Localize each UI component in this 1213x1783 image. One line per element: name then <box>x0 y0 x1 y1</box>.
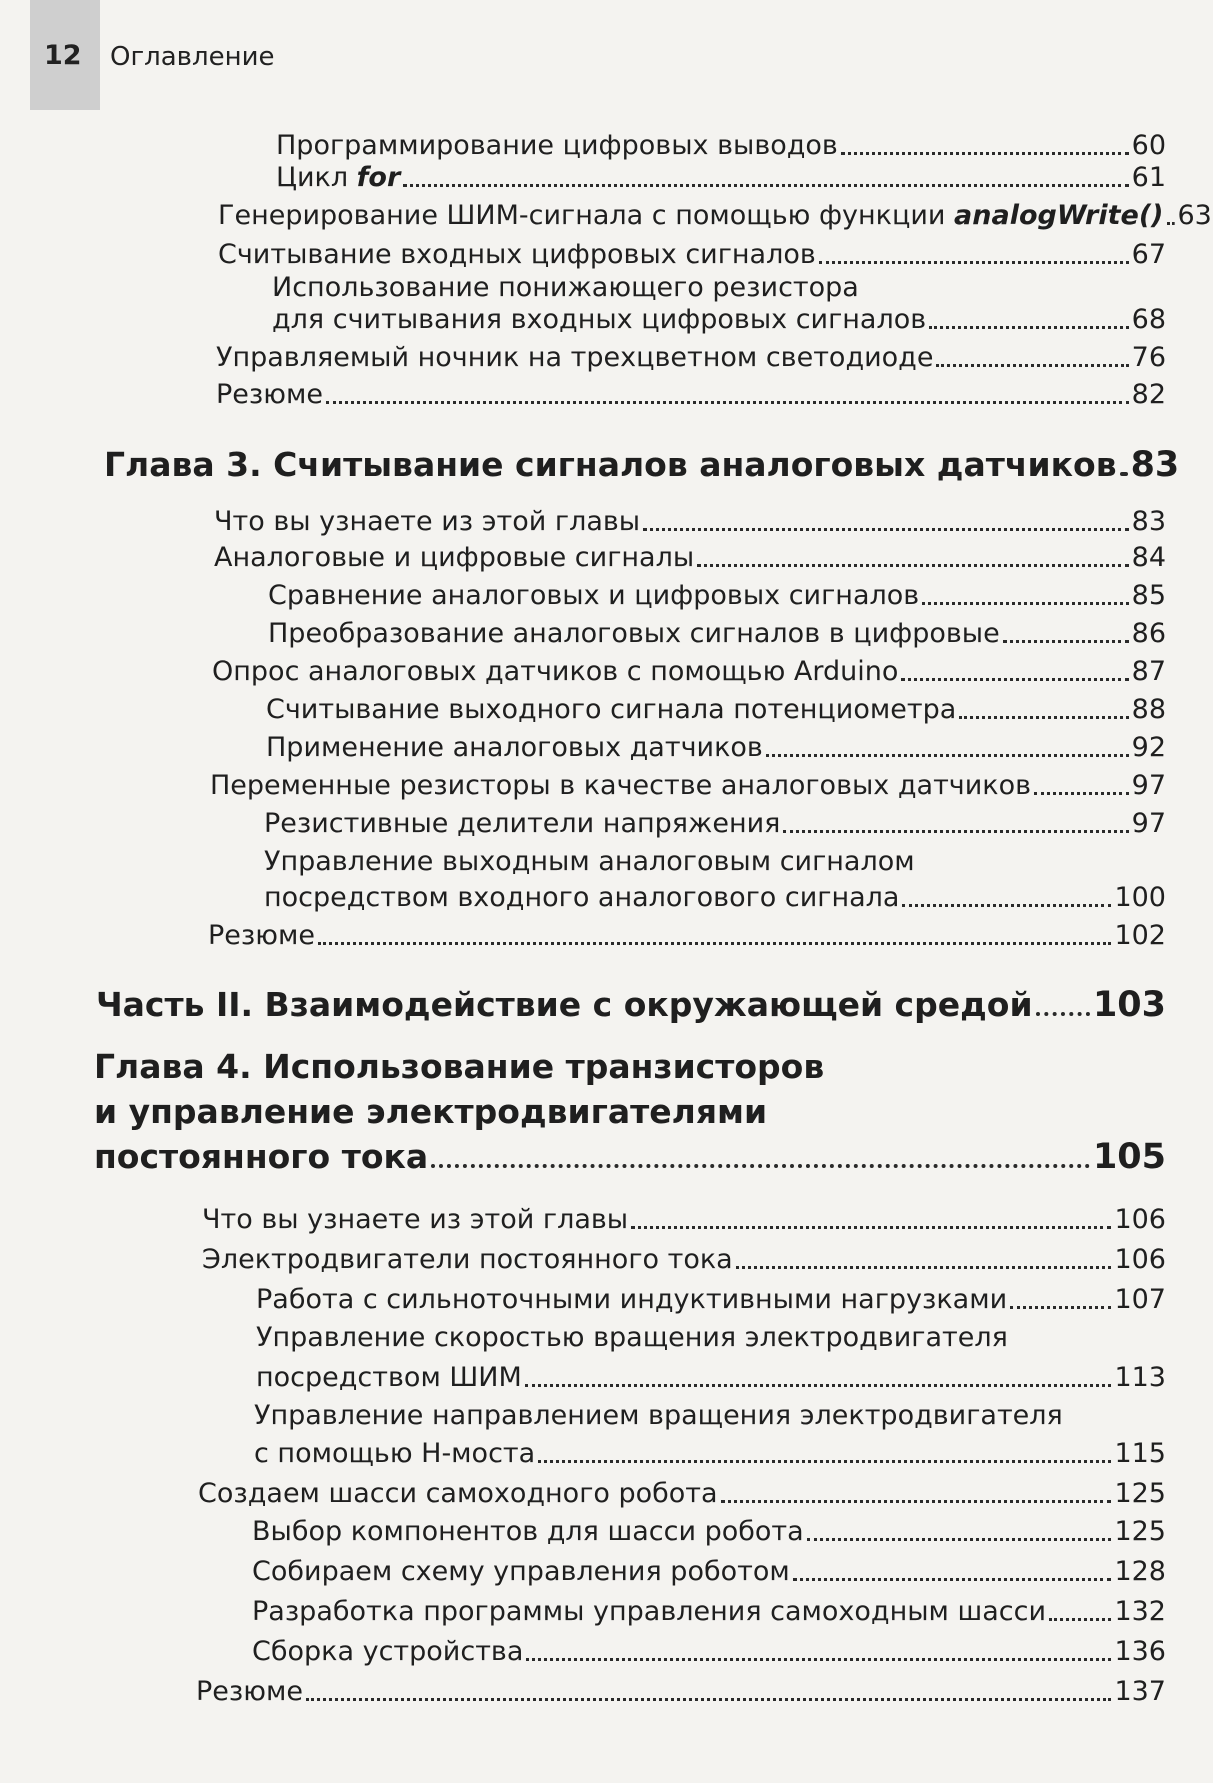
toc-entry[interactable]: Резистивные делители напряжения 97 <box>264 806 1166 842</box>
toc-entry[interactable]: Что вы узнаете из этой главы 106 <box>202 1202 1166 1238</box>
page-ref: 132 <box>1114 1596 1166 1627</box>
toc-entry[interactable]: Программирование цифровых выводов 60 <box>276 128 1166 164</box>
page-number: 12 <box>44 40 82 71</box>
page-ref: 76 <box>1131 342 1166 373</box>
page-ref: 85 <box>1131 580 1166 611</box>
toc-entry[interactable]: Резюме 137 <box>196 1674 1166 1710</box>
page-ref: 107 <box>1114 1284 1166 1315</box>
toc-entry[interactable]: посредством ШИМ 113 <box>256 1360 1166 1396</box>
page-ref: 100 <box>1114 882 1166 913</box>
toc-entry[interactable]: Разработка программы управления самоходным шасси 132 <box>252 1594 1166 1630</box>
toc-entry[interactable]: Преобразование аналоговых сигналов в цифровые 86 <box>268 616 1166 652</box>
code-keyword: analogWrite() <box>954 200 1164 231</box>
toc-entry[interactable]: Собираем схему управления роботом 128 <box>252 1554 1166 1590</box>
code-keyword: for <box>356 162 401 193</box>
page-ref: 60 <box>1131 130 1166 161</box>
toc-entry[interactable]: Электродвигатели постоянного тока 106 <box>202 1242 1166 1278</box>
toc-part[interactable]: Часть II. Взаимодействие с окружающей средой 103 <box>96 985 1166 1025</box>
page-ref: 102 <box>1114 920 1166 951</box>
toc-entry[interactable]: Переменные резисторы в качестве аналоговых датчиков 97 <box>210 768 1166 804</box>
toc-entry[interactable]: для считывания входных цифровых сигналов 68 <box>272 302 1166 338</box>
toc-entry[interactable]: Управляемый ночник на трехцветном светодиоде 76 <box>216 340 1166 376</box>
toc-entry[interactable]: Аналоговые и цифровые сигналы 84 <box>214 540 1166 576</box>
toc-entry[interactable]: Резюме 82 <box>216 377 1166 413</box>
page-ref: 137 <box>1114 1676 1166 1707</box>
toc-chapter-line: и управление электродвигателями <box>94 1092 768 1131</box>
page-ref: 105 <box>1092 1137 1166 1177</box>
page-ref: 88 <box>1131 694 1166 725</box>
page-ref: 83 <box>1131 506 1166 537</box>
page-ref: 128 <box>1114 1556 1166 1587</box>
page-ref: 61 <box>1131 162 1166 193</box>
page-ref: 103 <box>1092 985 1166 1025</box>
toc-entry-line: Использование понижающего резистора <box>272 272 859 303</box>
toc-chapter-line: Глава 4. Использование транзисторов <box>94 1047 825 1086</box>
page-ref: 87 <box>1131 656 1166 687</box>
page-ref: 67 <box>1131 239 1166 270</box>
page-ref: 136 <box>1114 1636 1166 1667</box>
page-ref: 86 <box>1131 618 1166 649</box>
toc-entry[interactable]: посредством входного аналогового сигнала 100 <box>264 880 1166 916</box>
toc-entry[interactable]: Генерирование ШИМ-сигнала с помощью функции analogWrite() 63 <box>218 198 1166 234</box>
toc-entry[interactable]: Сравнение аналоговых и цифровых сигналов 85 <box>268 578 1166 614</box>
toc-entry[interactable]: Сборка устройства 136 <box>252 1634 1166 1670</box>
toc-entry[interactable]: Цикл for 61 <box>276 160 1166 196</box>
toc-entry[interactable]: Выбор компонентов для шасси робота 125 <box>252 1514 1166 1550</box>
page-ref: 92 <box>1131 732 1166 763</box>
page-ref: 68 <box>1131 304 1166 335</box>
page-ref: 125 <box>1114 1516 1166 1547</box>
toc-entry[interactable]: Работа с сильноточными индуктивными нагрузками 107 <box>256 1282 1166 1318</box>
toc-entry[interactable]: Считывание входных цифровых сигналов 67 <box>218 237 1166 273</box>
running-head: Оглавление <box>110 42 275 72</box>
toc-entry[interactable]: Считывание выходного сигнала потенциометра 88 <box>266 692 1166 728</box>
toc-entry[interactable]: с помощью H-моста 115 <box>254 1436 1166 1472</box>
toc-entry[interactable]: Что вы узнаете из этой главы 83 <box>214 504 1166 540</box>
page-ref: 63 <box>1177 200 1212 231</box>
toc-entry-line: Управление направлением вращения электродвигателя <box>254 1400 1063 1431</box>
page-ref: 84 <box>1131 542 1166 573</box>
page-ref: 113 <box>1114 1362 1166 1393</box>
page-ref: 97 <box>1131 770 1166 801</box>
page-ref: 115 <box>1114 1438 1166 1469</box>
page-ref: 125 <box>1114 1478 1166 1509</box>
toc-chapter[interactable]: постоянного тока 105 <box>94 1137 1166 1177</box>
page-ref: 106 <box>1114 1244 1166 1275</box>
toc-entry[interactable]: Опрос аналоговых датчиков с помощью Arduino 87 <box>212 654 1166 690</box>
toc-entry-line: Управление выходным аналоговым сигналом <box>264 846 915 877</box>
toc-entry-line: Управление скоростью вращения электродвигателя <box>256 1322 1008 1353</box>
page-ref: 106 <box>1114 1204 1166 1235</box>
page-ref: 82 <box>1131 379 1166 410</box>
toc-entry[interactable]: Резюме 102 <box>208 918 1166 954</box>
toc-entry[interactable]: Создаем шасси самоходного робота 125 <box>198 1476 1166 1512</box>
toc-chapter[interactable]: Глава 3. Считывание сигналов аналоговых датчиков 83 <box>104 445 1180 485</box>
toc-entry[interactable]: Применение аналоговых датчиков 92 <box>266 730 1166 766</box>
page-ref: 97 <box>1131 808 1166 839</box>
page-ref: 83 <box>1130 445 1180 485</box>
